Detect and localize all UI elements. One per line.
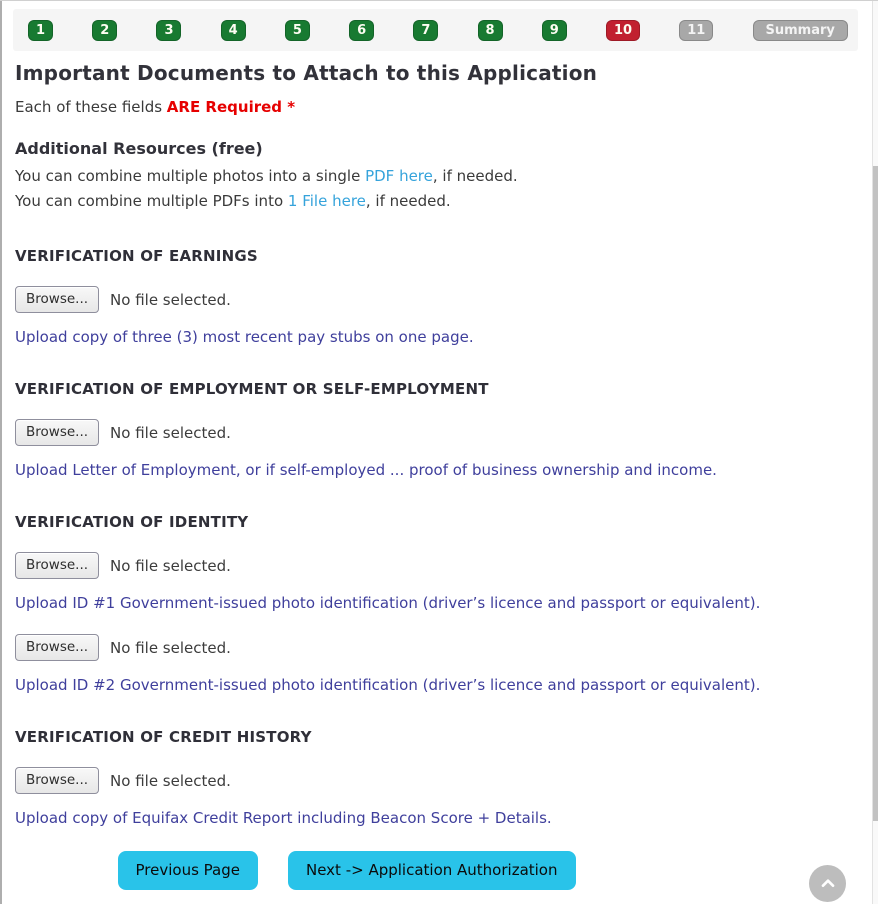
upload-instruction-credit: Upload copy of Equifax Credit Report including Beacon Score + Details. [15,809,552,827]
file-input-credit[interactable] [15,767,858,794]
file-input-employment[interactable] [15,419,858,446]
file-input-identity-1[interactable] [15,552,858,579]
required-note-emphasis: ARE Required * [166,98,296,116]
upload-instruction-identity-2: Upload ID #2 Government-issued photo identification (driver’s licence and passport or equivalent). [15,676,761,694]
upload-instruction-identity-1: Upload ID #1 Government-issued photo identification (driver’s licence and passport or equivalent). [15,594,761,612]
section-heading-credit: VERIFICATION OF CREDIT HISTORY [15,728,312,746]
main-content [0,60,878,890]
window-left-border [0,1,2,904]
required-note [15,97,858,117]
step-button-6[interactable]: 6 [349,20,374,41]
file-status-identity-2: No file selected. [110,638,231,657]
browse-button-identity-1[interactable]: Browse... [15,552,99,579]
upload-instruction-employment: Upload Letter of Employment, or if self-employed ... proof of business ownership and income. [15,461,717,479]
browse-button-credit[interactable]: Browse... [15,767,99,794]
step-button-3[interactable]: 3 [156,20,181,41]
section-heading-identity: VERIFICATION OF IDENTITY [15,513,249,531]
upload-group-identity-1 [15,552,858,613]
step-button-summary[interactable]: Summary [753,20,848,41]
step-button-10-current[interactable]: 10 [606,20,640,41]
browse-button-employment[interactable]: Browse... [15,419,99,446]
step-button-7[interactable]: 7 [413,20,438,41]
step-button-2[interactable]: 2 [92,20,117,41]
step-button-4[interactable]: 4 [221,20,246,41]
pdf-here-link[interactable]: PDF here [365,167,433,185]
file-status-identity-1: No file selected. [110,556,231,575]
next-page-button[interactable]: Next -> Application Authorization [288,851,576,890]
resource-line-file: You can combine multiple PDFs into 1 File here, if needed. [15,192,451,210]
upload-group-identity-2 [15,634,858,695]
section-heading-earnings: VERIFICATION OF EARNINGS [15,247,258,265]
browse-button-identity-2[interactable]: Browse... [15,634,99,661]
file-status-credit: No file selected. [110,771,231,790]
step-button-8[interactable]: 8 [478,20,503,41]
step-button-1[interactable]: 1 [28,20,53,41]
page-title: Important Documents to Attach to this Application [15,61,598,85]
one-file-here-link[interactable]: 1 File here [287,192,366,210]
resource-line-pdf: You can combine multiple photos into a single PDF here, if needed. [15,167,518,185]
browse-button-earnings[interactable]: Browse... [15,286,99,313]
file-status-earnings: No file selected. [110,290,231,309]
file-input-identity-2[interactable] [15,634,858,661]
file-status-employment: No file selected. [110,423,231,442]
step-button-11[interactable]: 11 [679,20,713,41]
upload-instruction-earnings: Upload copy of three (3) most recent pay stubs on one page. [15,328,474,346]
scroll-to-top-button[interactable] [809,865,846,902]
upload-group-credit [15,767,858,828]
upload-group-employment [15,419,858,480]
scrollbar-track[interactable] [872,1,878,904]
required-note-prefix: Each of these fields [15,98,167,116]
footer-navigation [15,851,858,890]
step-button-5[interactable]: 5 [285,20,310,41]
resources-heading: Additional Resources (free) [15,139,263,158]
upload-group-earnings [15,286,858,347]
section-heading-employment: VERIFICATION OF EMPLOYMENT OR SELF-EMPLOYMENT [15,380,489,398]
step-button-9[interactable]: 9 [542,20,567,41]
scrollbar-thumb[interactable] [873,166,878,821]
file-input-earnings[interactable] [15,286,858,313]
previous-page-button[interactable]: Previous Page [118,851,258,890]
step-navigation [13,9,858,51]
chevron-up-icon [818,874,838,894]
